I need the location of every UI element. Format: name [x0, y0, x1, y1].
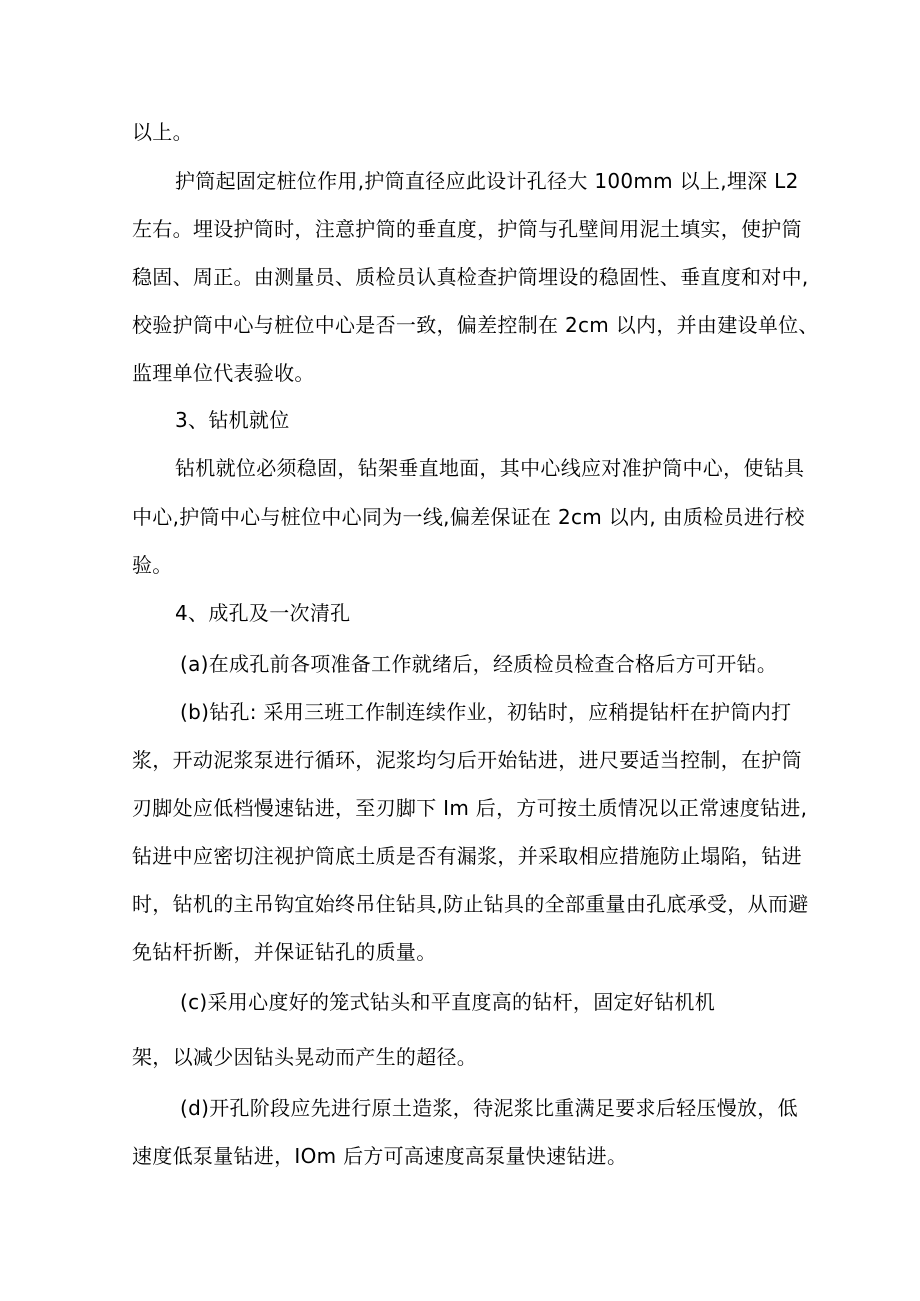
- text-line-14: 浆，开动泥浆泵进行循环，泥浆均匀后开始钻进，进尺要适当控制，在护筒: [132, 748, 802, 772]
- section-heading-4: 4、成孔及一次清孔: [175, 601, 351, 625]
- text-line-17: 时，钻机的主吊钩宜始终吊住钻具,防止钻具的全部重量由孔底承受，从而避: [132, 892, 809, 916]
- text-line-3: 左右。埋设护筒时，注意护筒的垂直度，护筒与孔壁间用泥土填实，使护筒: [132, 217, 802, 241]
- text-line-22: 速度低泵量钻进，IOm 后方可高速度高泵量快速钻进。: [132, 1144, 628, 1168]
- text-line-5: 校验护筒中心与桩位中心是否一致，偏差控制在 2cm 以内，并由建设单位、: [132, 313, 819, 337]
- text-line-21: (d)开孔阶段应先进行原土造浆，待泥浆比重满足要求后轻压慢放，低: [180, 1096, 798, 1120]
- section-heading-3: 3、钻机就位: [175, 408, 290, 432]
- text-line-15: 刃脚处应低档慢速钻进，至刃脚下 Im 后，方可按土质情况以正常速度钻进,: [132, 796, 808, 820]
- text-line-1: 以上。: [132, 120, 193, 144]
- text-line-10: 验。: [132, 553, 173, 577]
- text-line-19: (c)采用心度好的笼式钻头和平直度高的钻杆，固定好钻机机: [180, 990, 716, 1014]
- text-line-12: (a)在成孔前各项准备工作就绪后，经质检员检查合格后方可开钻。: [180, 652, 778, 676]
- text-line-18: 免钻杆折断，并保证钻孔的质量。: [132, 940, 437, 964]
- text-line-2: 护筒起固定桩位作用,护筒直径应此设计孔径大 100mm 以上,埋深 L2: [175, 169, 799, 193]
- text-line-6: 监理单位代表验收。: [132, 361, 315, 385]
- text-line-16: 钻进中应密切注视护筒底土质是否有漏浆，并采取相应措施防止塌陷，钻进: [132, 844, 802, 868]
- text-line-9: 中心,护筒中心与桩位中心同为一线,偏差保证在 2cm 以内, 由质检员进行校: [132, 505, 805, 529]
- text-line-4: 稳固、周正。由测量员、质检员认真检查护筒埋设的稳固性、垂直度和对中,: [132, 265, 809, 289]
- text-line-13: (b)钻孔: 采用三班工作制连续作业，初钻时，应稍提钻杆在护筒内打: [180, 700, 792, 724]
- text-line-20: 架，以减少因钻头晃动而产生的超径。: [132, 1045, 478, 1069]
- text-line-8: 钻机就位必须稳固，钻架垂直地面，其中心线应对准护筒中心，使钻具: [175, 456, 805, 480]
